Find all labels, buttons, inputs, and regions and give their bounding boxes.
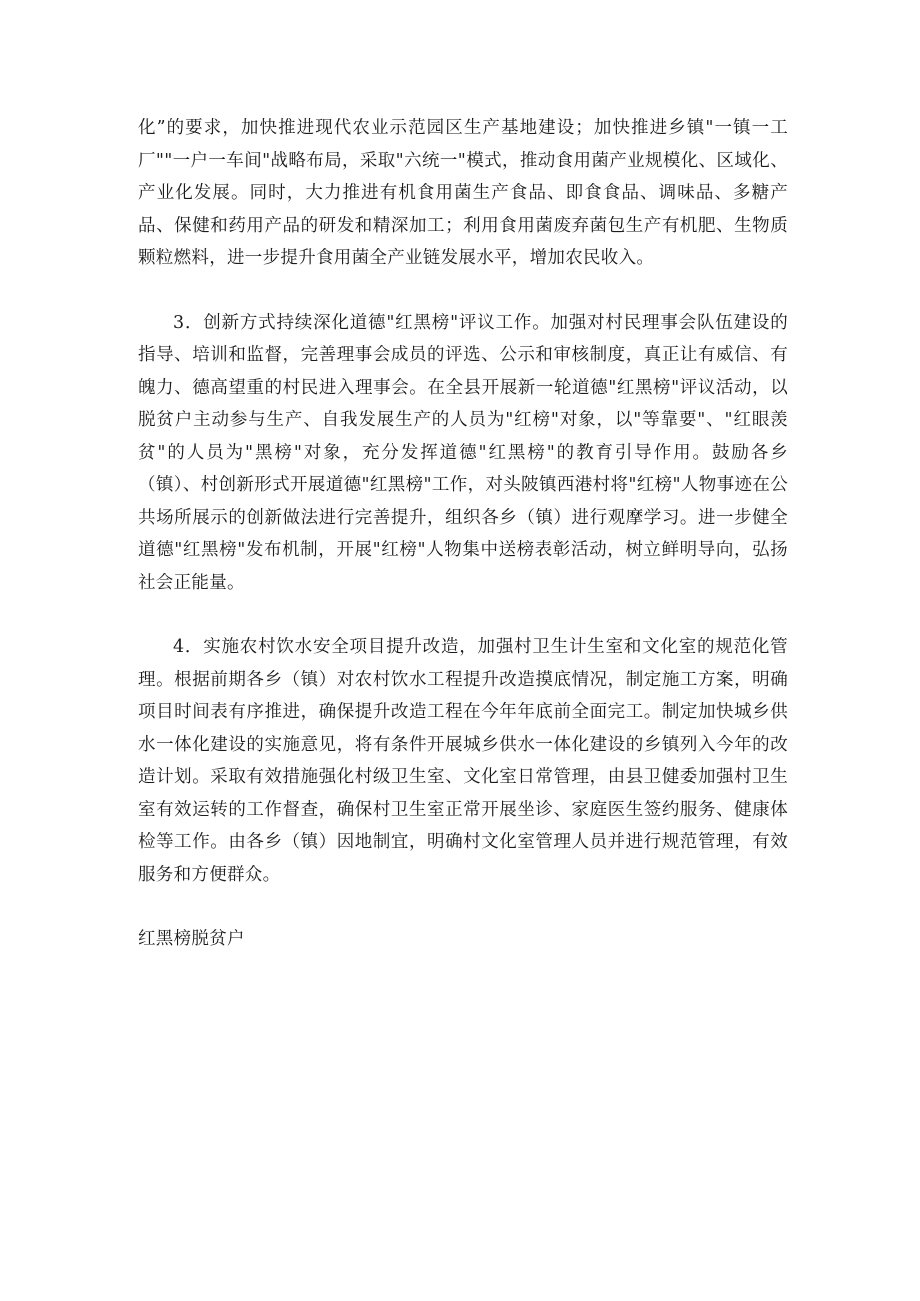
document-page xyxy=(138,112,788,955)
paragraph-item-4: 4．实施农村饮水安全项目提升改造，加强村卫生计生室和文化室的规范化管理。根据前期各乡（镇）对农村饮水工程提升改造摸底情况，制定施工方案，明确项目时间表有序推进，确保提升改造工程在今年年底前全面完工。制定加快城乡供水一体化建设的实施意见，将有条件开展城乡供水一体化建设的乡镇列入今年的改造计划。采取有效措施强化村级卫生室、文化室日常管理，由县卫健委加强村卫生室有效运转的工作督查，确保村卫生室正常开展坐诊、家庭医生签约服务、健康体检等工作。由各乡（镇）因地制宜，明确村文化室管理人员并进行规范管理，有效服务和方便群众。 xyxy=(138,637,788,885)
document-tags: 红黑榜脱贫户 xyxy=(138,929,245,949)
paragraph-item-3: 3．创新方式持续深化道德"红黑榜"评议工作。加强对村民理事会队伍建设的指导、培训和监督，完善理事会成员的评选、公示和审核制度，真正让有威信、有魄力、德高望重的村民进入理事会。在全县开展新一轮道德"红黑榜"评议活动，以脱贫户主动参与生产、自我发展生产的人员为"红榜"对象，以"等靠要"、"红眼羡贫"的人员为"黑榜"对象，充分发挥道德"红黑榜"的教育引导作用。鼓励各乡（镇）、村创新形式开展道德"红黑榜"工作，对头陂镇西港村将"红榜"人物事迹在公共场所展示的创新做法进行完善提升，组织各乡（镇）进行观摩学习。进一步健全道德"红黑榜"发布机制，开展"红榜"人物集中送榜表彰活动，树立鲜明导向，弘扬社会正能量。 xyxy=(138,312,788,593)
paragraph-continuation: 化”的要求，加快推进现代农业示范园区生产基地建设；加快推进乡镇"一镇一工厂""一户一车间"战略布局，采取"六统一"模式，推动食用菌产业规模化、区域化、产业化发展。同时，大力推进有机食用菌生产食品、即食食品、调味品、多糖产品、保健和药用产品的研发和精深加工；利用食用菌废弃菌包生产有机肥、生物质颗粒燃料，进一步提升食用菌全产业链发展水平，增加农民收入。 xyxy=(138,118,788,268)
